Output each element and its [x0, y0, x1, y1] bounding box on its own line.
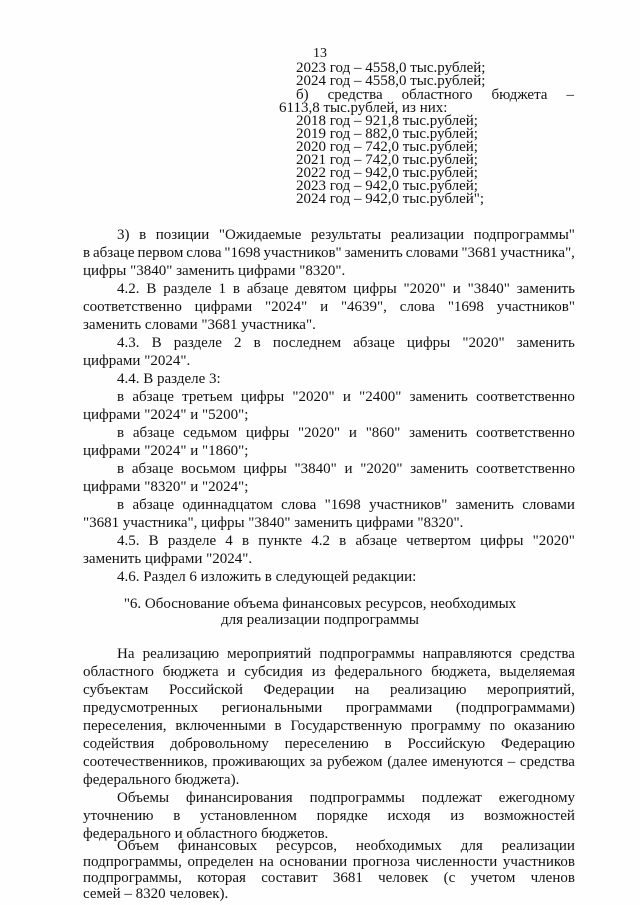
word: позиции: [155, 227, 210, 243]
word: возможностей: [483, 808, 575, 824]
word: в: [173, 808, 181, 824]
word: подпрограммы: [309, 790, 405, 806]
word: "860": [365, 425, 401, 441]
word: именуются: [432, 754, 504, 770]
word: (с: [443, 870, 456, 886]
word: восьмом: [181, 461, 236, 477]
word: разделе: [163, 281, 212, 297]
regional-year-line: 2020 год – 742,0 тыс.рублей;: [296, 139, 478, 155]
word: заменить: [344, 245, 403, 261]
word: "Ожидаемые: [218, 227, 302, 243]
word: слова: [281, 497, 317, 513]
word: Государственную: [290, 718, 403, 734]
word: для: [460, 838, 483, 854]
word: соответственно: [83, 299, 182, 315]
word: абзаце: [355, 533, 397, 549]
word: "2020": [360, 461, 403, 477]
section6-p2-line: федерального и областного бюджетов.: [83, 826, 329, 842]
word: бюджета: [491, 87, 548, 103]
word: абзаце: [132, 497, 174, 513]
word: (подпрограммами): [455, 700, 575, 716]
word: –: [566, 87, 574, 103]
word: (далее: [387, 754, 428, 770]
section6-p1-line: [83, 754, 575, 770]
word: реализации: [390, 227, 465, 243]
word: подпрограммы,: [83, 854, 182, 870]
word: участников": [496, 299, 575, 315]
word: заменить: [516, 281, 575, 297]
section6-p2-line: [117, 790, 575, 806]
word: абзаце: [132, 389, 174, 405]
item4-5-line: заменить цифрами "2024".: [83, 551, 253, 567]
word: подлежат: [421, 790, 482, 806]
word: субъектам: [83, 682, 149, 698]
word: и: [227, 664, 236, 680]
word: в: [241, 533, 250, 549]
word: "1698: [224, 245, 261, 261]
section6-p3-line: семей – 8320 человек).: [83, 886, 229, 902]
regional-year-line: 2019 год – 882,0 тыс.рублей;: [296, 126, 478, 142]
word: б): [296, 87, 309, 103]
regional-year-line: 2023 год – 942,0 тыс.рублей;: [296, 178, 478, 194]
word: соответственно: [476, 389, 575, 405]
section6-p3-line: [83, 870, 575, 886]
section6-p3-line: [117, 838, 575, 854]
item4-4-line: [117, 389, 575, 405]
word: средства: [519, 646, 575, 662]
regional-year-line: 2022 год – 942,0 тыс.рублей;: [296, 165, 478, 181]
word: субсидия: [244, 664, 303, 680]
word: результаты: [311, 227, 382, 243]
regional-year-line: 2018 год – 921,8 тыс.рублей;: [296, 113, 478, 129]
word: в: [83, 245, 91, 261]
word: "2020": [462, 335, 505, 351]
funding-line: 2023 год – 4558,0 тыс.рублей;: [296, 60, 486, 76]
word: цифры: [353, 281, 397, 297]
word: установленном: [200, 808, 297, 824]
word: исходя: [387, 808, 431, 824]
word: 4.2: [311, 533, 330, 549]
word: учетом: [470, 870, 516, 886]
word: цифры: [406, 335, 451, 351]
word: уточнению: [83, 808, 154, 824]
section6-p1-line: [83, 682, 575, 698]
word: выделяемая: [499, 664, 575, 680]
word: бюджета: [162, 664, 219, 680]
word: порядке: [316, 808, 368, 824]
word: основании: [279, 854, 348, 870]
word: "2020": [292, 389, 335, 405]
word: в: [339, 533, 347, 549]
word: абзаце: [353, 335, 395, 351]
item4-4-line: "3681 участника", цифры "3840" заменить цифрами "8320".: [83, 515, 464, 531]
regional-year-line: 2024 год – 942,0 тыс.рублей";: [296, 191, 485, 207]
word: участников": [263, 245, 342, 261]
word: мероприятий: [227, 646, 312, 662]
word: реализацию: [389, 682, 467, 698]
word: в: [274, 718, 282, 734]
word: программами: [345, 700, 433, 716]
word: бюджета,: [431, 664, 491, 680]
item4-2-line: [117, 281, 575, 297]
funding-line: 2024 год – 4558,0 тыс.рублей;: [296, 73, 486, 89]
word: 4.5.: [117, 533, 140, 549]
word: и: [342, 389, 351, 405]
word: в: [117, 425, 125, 441]
word: в: [253, 335, 261, 351]
word: абзаце: [132, 425, 175, 441]
word: ежегодному: [498, 790, 575, 806]
word: разделе: [167, 533, 217, 549]
item3-line: цифры "3840" заменить цифрами "8320".: [83, 263, 346, 279]
item4-5-line: [117, 533, 575, 549]
page-number: 13: [313, 46, 327, 61]
word: словами: [522, 497, 575, 513]
word: прогноза: [352, 854, 411, 870]
item4-4-line: [117, 497, 575, 513]
word: 3681: [332, 870, 363, 886]
word: содействия: [83, 736, 155, 752]
word: добровольному: [170, 736, 269, 752]
word: 4: [225, 533, 233, 549]
word: ресурсов,: [276, 838, 338, 854]
item4-4-line: [117, 425, 575, 441]
item4-6-line: 4.6. Раздел 6 изложить в следующей редакции:: [117, 569, 417, 585]
word: На: [117, 646, 135, 662]
word: мероприятий,: [486, 682, 575, 698]
word: областного: [401, 87, 473, 103]
word: в: [232, 281, 240, 297]
word: девятом: [295, 281, 347, 297]
word: и: [452, 281, 461, 297]
word: и: [348, 425, 357, 441]
word: на: [354, 682, 370, 698]
word: подпрограммы,: [83, 870, 182, 886]
word: проживающих: [212, 754, 306, 770]
section6-p3-line: [83, 854, 575, 870]
word: Федерацию: [500, 736, 575, 752]
word: абзаце: [246, 281, 289, 297]
word: федерального: [334, 664, 423, 680]
item4-4-line: [117, 461, 575, 477]
section6-title: "6. Обоснование объема финансовых ресурсов, необходимых: [123, 596, 517, 612]
word: направляются: [422, 646, 512, 662]
word: рубежом: [327, 754, 383, 770]
word: последнем: [272, 335, 342, 351]
word: цифры: [240, 389, 285, 405]
word: Российскую: [407, 736, 486, 752]
word: абзаце: [93, 245, 135, 261]
word: "3840": [467, 281, 510, 297]
word: "2400": [359, 389, 402, 405]
word: Объем: [117, 838, 159, 854]
section6-title: для реализации подпрограммы: [221, 612, 419, 628]
word: слова: [186, 245, 222, 261]
word: одиннадцатом: [182, 497, 273, 513]
word: в: [117, 389, 125, 405]
word: подпрограммы: [319, 646, 415, 662]
item3-line: [117, 227, 575, 243]
word: численности: [415, 854, 498, 870]
word: пункте: [258, 533, 303, 549]
word: необходимых: [355, 838, 442, 854]
word: средства: [519, 754, 575, 770]
word: Объемы: [117, 790, 170, 806]
word: Российской: [168, 682, 243, 698]
word: соотечественников,: [83, 754, 208, 770]
word: "1698: [324, 497, 361, 513]
word: реализацию: [142, 646, 220, 662]
word: слова: [399, 299, 435, 315]
word: 3): [117, 227, 130, 243]
word: реализации: [501, 838, 575, 854]
regional-budget-total: 6113,8 тыс.рублей, из них:: [279, 100, 448, 116]
regional-year-line: 2021 год – 742,0 тыс.рублей;: [296, 152, 478, 168]
word: цифры: [480, 533, 524, 549]
word: в: [117, 497, 125, 513]
word: оказанию: [513, 718, 575, 734]
word: заменить: [516, 335, 575, 351]
word: программу: [410, 718, 481, 734]
item4-4-heading: 4.4. В разделе 3:: [117, 371, 221, 387]
word: разделе: [173, 335, 222, 351]
section6-p1-line: [83, 664, 575, 680]
word: "2024": [264, 299, 308, 315]
word: участников: [502, 854, 575, 870]
word: включенными: [175, 718, 266, 734]
item3-line: [83, 245, 575, 261]
word: В: [151, 335, 162, 351]
word: 1: [218, 281, 226, 297]
word: и: [320, 299, 329, 315]
item4-2-line: заменить словами "3681 участника".: [83, 317, 316, 333]
word: заменить: [409, 389, 468, 405]
word: из: [450, 808, 465, 824]
word: заменить: [455, 497, 514, 513]
word: региональными: [221, 700, 323, 716]
word: в: [117, 461, 125, 477]
section6-p1-line: федерального бюджета).: [83, 772, 240, 788]
word: В: [146, 281, 157, 297]
section6-p1-line: [83, 718, 575, 734]
word: финансовых: [177, 838, 258, 854]
word: заменить: [410, 461, 469, 477]
word: Федерации: [263, 682, 335, 698]
word: первом: [137, 245, 184, 261]
item4-2-line: [83, 299, 575, 315]
word: абзаце: [131, 461, 174, 477]
word: участника",: [500, 245, 575, 261]
word: цифры: [243, 461, 287, 477]
word: "1698: [447, 299, 484, 315]
section6-p1-line: [83, 736, 575, 752]
word: которая: [197, 870, 246, 886]
word: определен: [187, 854, 254, 870]
word: средства: [327, 87, 383, 103]
section6-p2-line: [83, 808, 575, 824]
word: словами: [405, 245, 459, 261]
word: "2020": [532, 533, 575, 549]
word: предусмотренных: [83, 700, 199, 716]
word: седьмом: [183, 425, 238, 441]
word: членов: [530, 870, 575, 886]
item4-4-line: цифрами "2024" и "5200";: [83, 407, 249, 423]
word: "3840": [294, 461, 337, 477]
word: подпрограммы": [473, 227, 575, 243]
word: человек: [378, 870, 429, 886]
word: областного: [83, 664, 154, 680]
item4-4-line: цифрами "8320" и "2024";: [83, 479, 249, 495]
word: третьем: [182, 389, 233, 405]
word: переселения,: [83, 718, 167, 734]
word: по: [489, 718, 506, 734]
word: заменить: [409, 425, 468, 441]
word: В: [148, 533, 159, 549]
word: составит: [261, 870, 318, 886]
word: финансирования: [186, 790, 293, 806]
word: переселению: [284, 736, 369, 752]
word: "2020": [297, 425, 341, 441]
word: из: [311, 664, 326, 680]
word: "4639",: [340, 299, 387, 315]
section6-p1-line: [83, 700, 575, 716]
word: в: [384, 736, 392, 752]
word: участников": [369, 497, 448, 513]
word: четвертом: [406, 533, 471, 549]
word: –: [507, 754, 516, 770]
word: соответственно: [476, 461, 575, 477]
word: соответственно: [476, 425, 575, 441]
word: 4.2.: [117, 281, 140, 297]
word: "2020": [403, 281, 446, 297]
word: на: [259, 854, 274, 870]
word: 4.3.: [117, 335, 140, 351]
word: за: [309, 754, 323, 770]
word: в: [139, 227, 147, 243]
section6-p1-line: [117, 646, 575, 662]
item4-3-line: [117, 335, 575, 351]
item4-3-line: цифрами "2024".: [83, 353, 191, 369]
word: цифры: [245, 425, 290, 441]
word: "3681: [461, 245, 498, 261]
word: цифрами: [194, 299, 253, 315]
item4-4-line: цифрами "2024" и "1860";: [83, 443, 249, 459]
word: и: [344, 461, 353, 477]
word: 2: [234, 335, 242, 351]
